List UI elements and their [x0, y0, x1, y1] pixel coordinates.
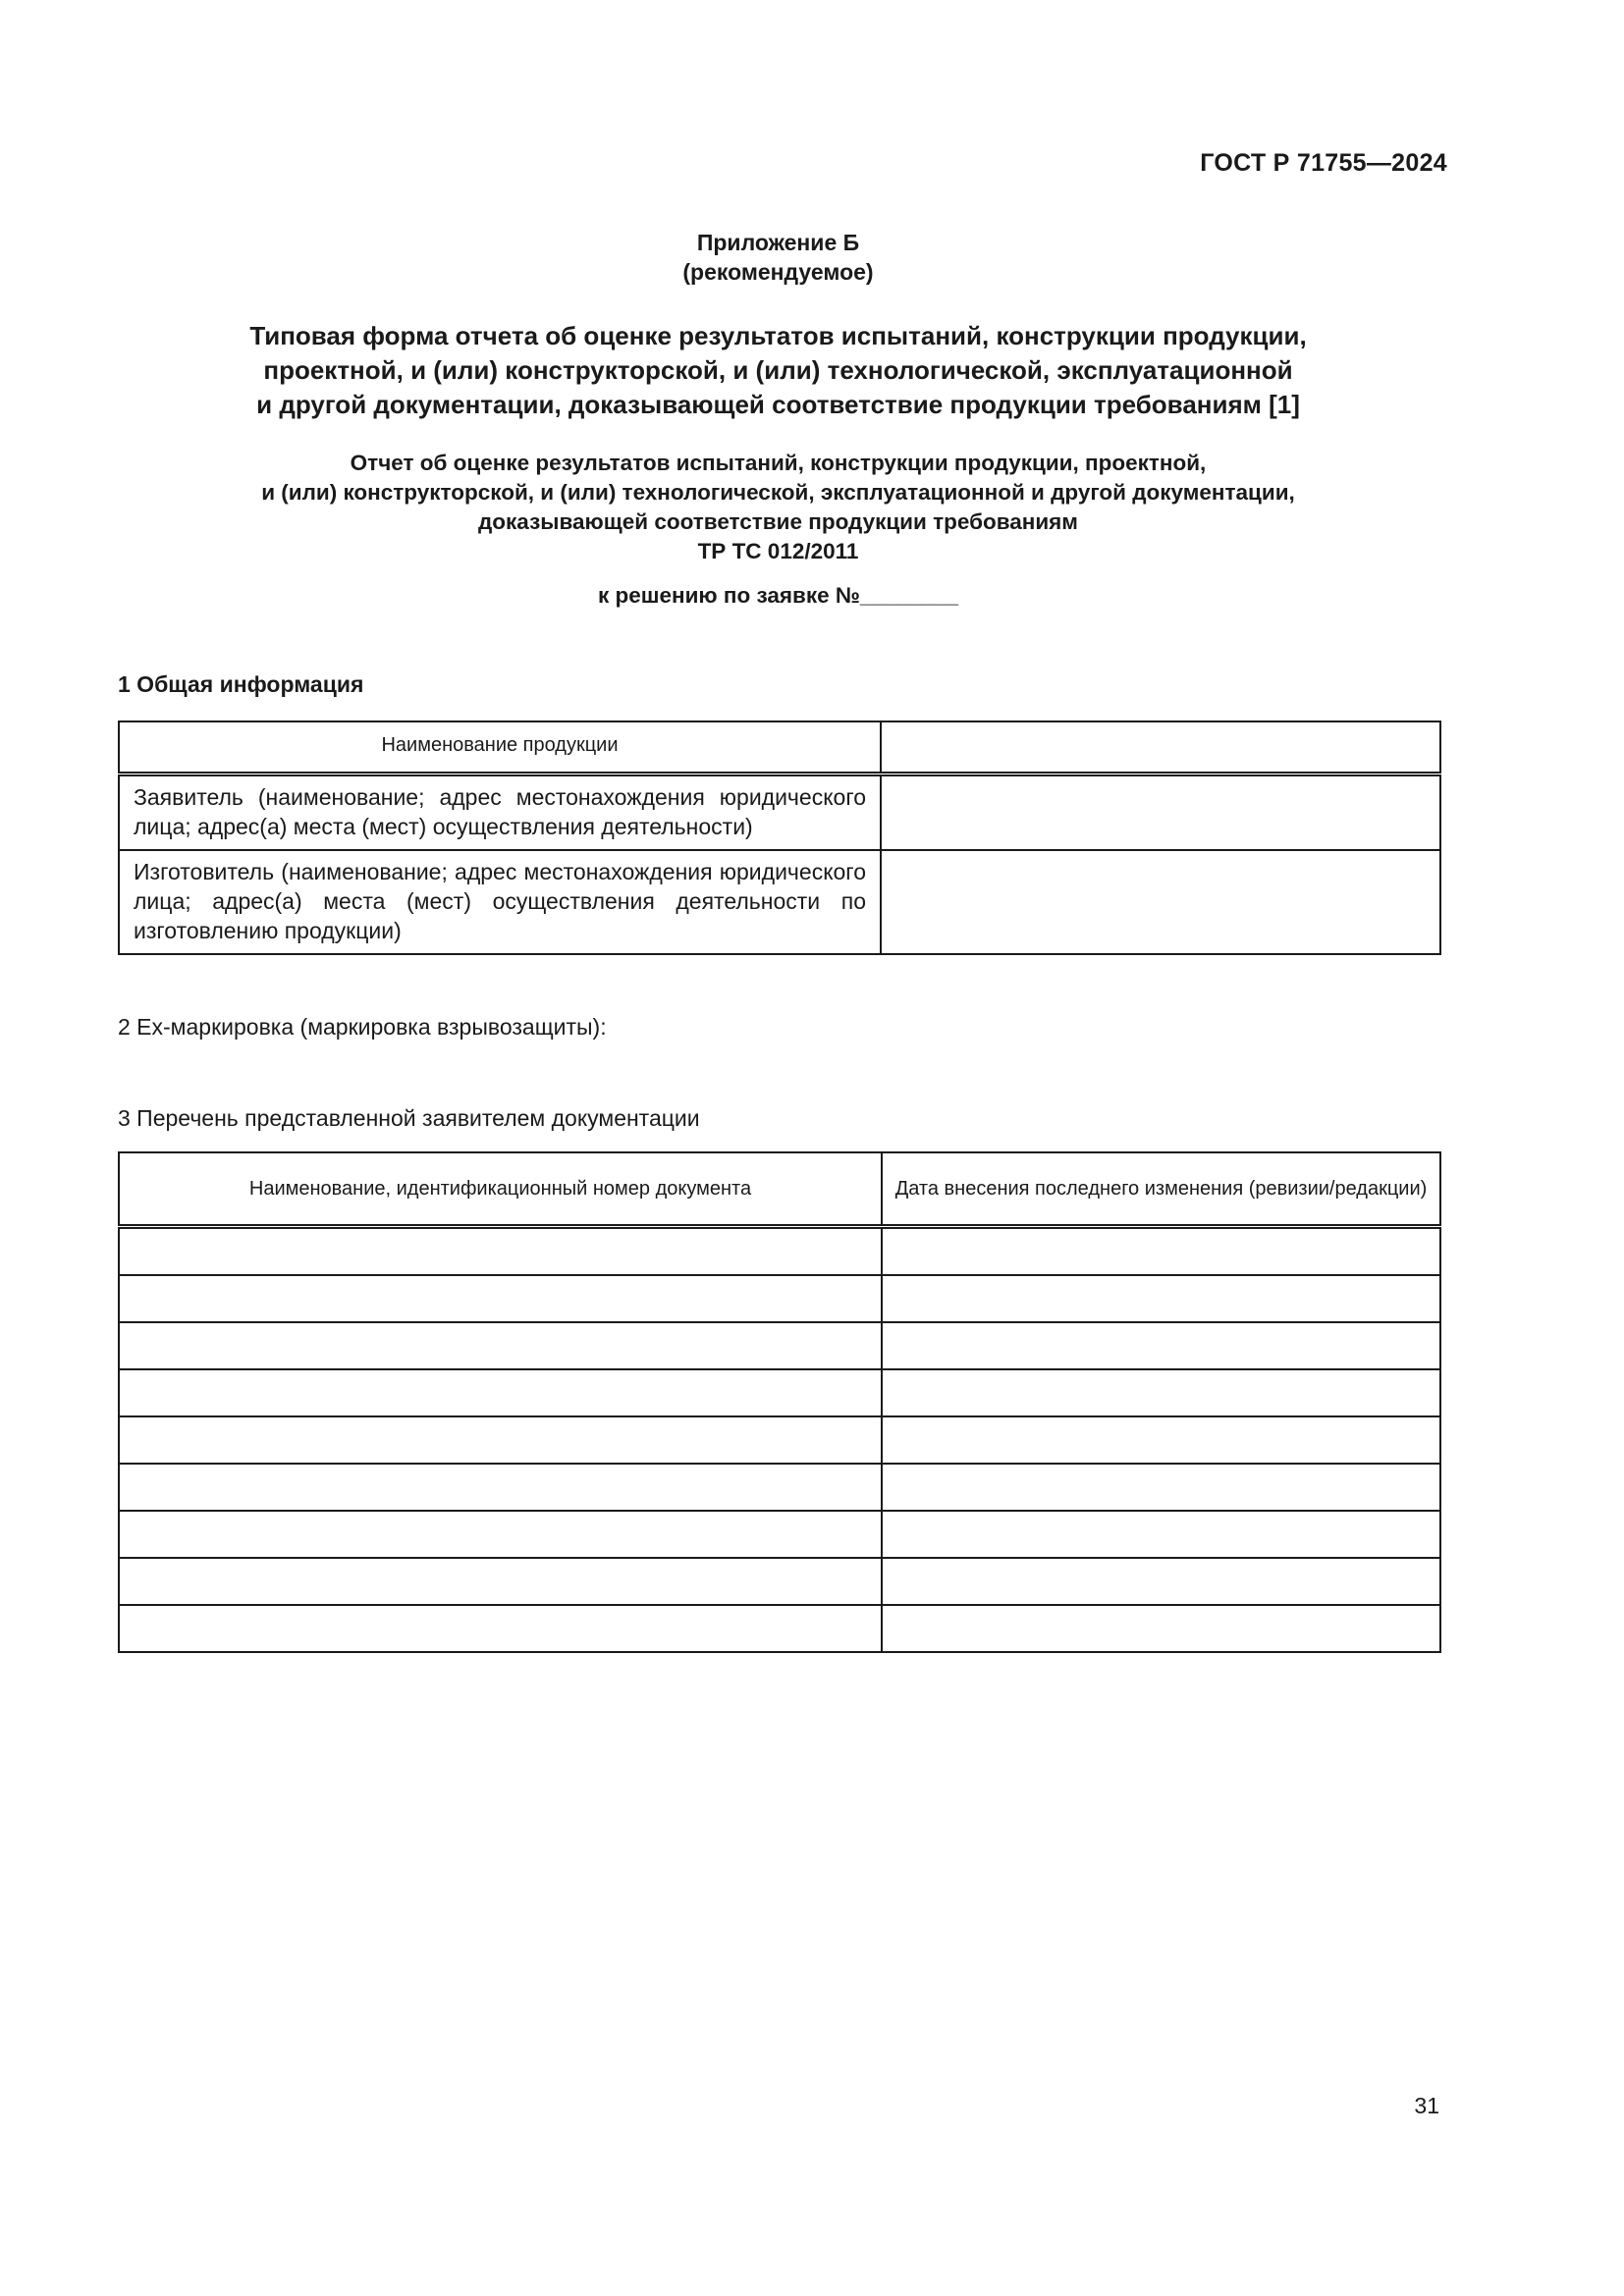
- revision-date-cell[interactable]: [882, 1322, 1440, 1369]
- table-row: [119, 850, 1440, 954]
- annex-status: (рекомендуемое): [682, 259, 874, 285]
- standard-id: ГОСТ Р 71755—2024: [1200, 149, 1447, 177]
- manufacturer-label: Изготовитель (наименование; адрес местонахождения юридического лица; адрес(а) места (мест) осуществления деятельности по изготовлению продукции): [119, 850, 881, 954]
- manufacturer-field[interactable]: [881, 850, 1440, 954]
- column-header-revision-date: Дата внесения последнего изменения (ревизии/редакции): [882, 1152, 1440, 1227]
- report-title-line: доказывающей соответствие продукции требованиям: [478, 509, 1078, 534]
- table-row: [119, 1464, 1440, 1511]
- revision-date-cell[interactable]: [882, 1464, 1440, 1511]
- document-name-cell[interactable]: [119, 1322, 882, 1369]
- document-name-cell[interactable]: [119, 1605, 882, 1652]
- revision-date-cell[interactable]: [882, 1558, 1440, 1605]
- applicant-label: Заявитель (наименование; адрес местонахождения юридического лица; адрес(а) места (мест) осуществления деятельности): [119, 774, 881, 851]
- document-name-cell[interactable]: [119, 1558, 882, 1605]
- table-header-row: [119, 1152, 1440, 1227]
- product-name-label: Наименование продукции: [119, 721, 881, 774]
- product-name-field[interactable]: [881, 721, 1440, 774]
- report-title-line: ТР ТС 012/2011: [697, 539, 859, 563]
- report-title-line: и (или) конструкторской, и (или) технологической, эксплуатационной и другой документации,: [261, 480, 1295, 505]
- table-row: [119, 1416, 1440, 1464]
- document-name-cell[interactable]: [119, 1464, 882, 1511]
- table-row: [119, 1558, 1440, 1605]
- document-name-cell[interactable]: [119, 1275, 882, 1322]
- revision-date-cell[interactable]: [882, 1275, 1440, 1322]
- revision-date-cell[interactable]: [882, 1369, 1440, 1416]
- documents-table: [118, 1151, 1441, 1653]
- page-number: 31: [1414, 2093, 1439, 2118]
- general-info-table: [118, 721, 1441, 955]
- annex-title: Приложение Б: [696, 230, 860, 255]
- report-title: [118, 449, 1438, 566]
- table-row: [119, 774, 1440, 851]
- form-title-line: и другой документации, доказывающей соответствие продукции требованиям [1]: [256, 390, 1300, 419]
- annex-heading: [118, 228, 1438, 287]
- report-title-line: Отчет об оценке результатов испытаний, конструкции продукции, проектной,: [350, 451, 1207, 475]
- table-row: [119, 1369, 1440, 1416]
- table-row: [119, 1322, 1440, 1369]
- table-row: [119, 1227, 1440, 1276]
- applicant-field[interactable]: [881, 774, 1440, 851]
- form-title: [118, 319, 1438, 422]
- revision-date-cell[interactable]: [882, 1227, 1440, 1276]
- section-3-heading: 3 Перечень представленной заявителем документации: [118, 1105, 700, 1131]
- document-name-cell[interactable]: [119, 1511, 882, 1558]
- table-row: [119, 1275, 1440, 1322]
- form-title-line: Типовая форма отчета об оценке результатов испытаний, конструкции продукции,: [249, 321, 1307, 350]
- document-name-cell[interactable]: [119, 1227, 882, 1276]
- revision-date-cell[interactable]: [882, 1416, 1440, 1464]
- revision-date-cell[interactable]: [882, 1511, 1440, 1558]
- form-title-line: проектной, и (или) конструкторской, и (или) технологической, эксплуатационной: [263, 355, 1293, 385]
- revision-date-cell[interactable]: [882, 1605, 1440, 1652]
- table-row: [119, 1511, 1440, 1558]
- request-number-line: к решению по заявке №________: [597, 583, 959, 608]
- section-1-heading: 1 Общая информация: [118, 671, 364, 697]
- document-name-cell[interactable]: [119, 1369, 882, 1416]
- section-2-heading: 2 Ex-маркировка (маркировка взрывозащиты):: [118, 1014, 607, 1040]
- table-row: [119, 1605, 1440, 1652]
- table-row: [119, 721, 1440, 774]
- column-header-document-name: Наименование, идентификационный номер документа: [119, 1152, 882, 1227]
- document-name-cell[interactable]: [119, 1416, 882, 1464]
